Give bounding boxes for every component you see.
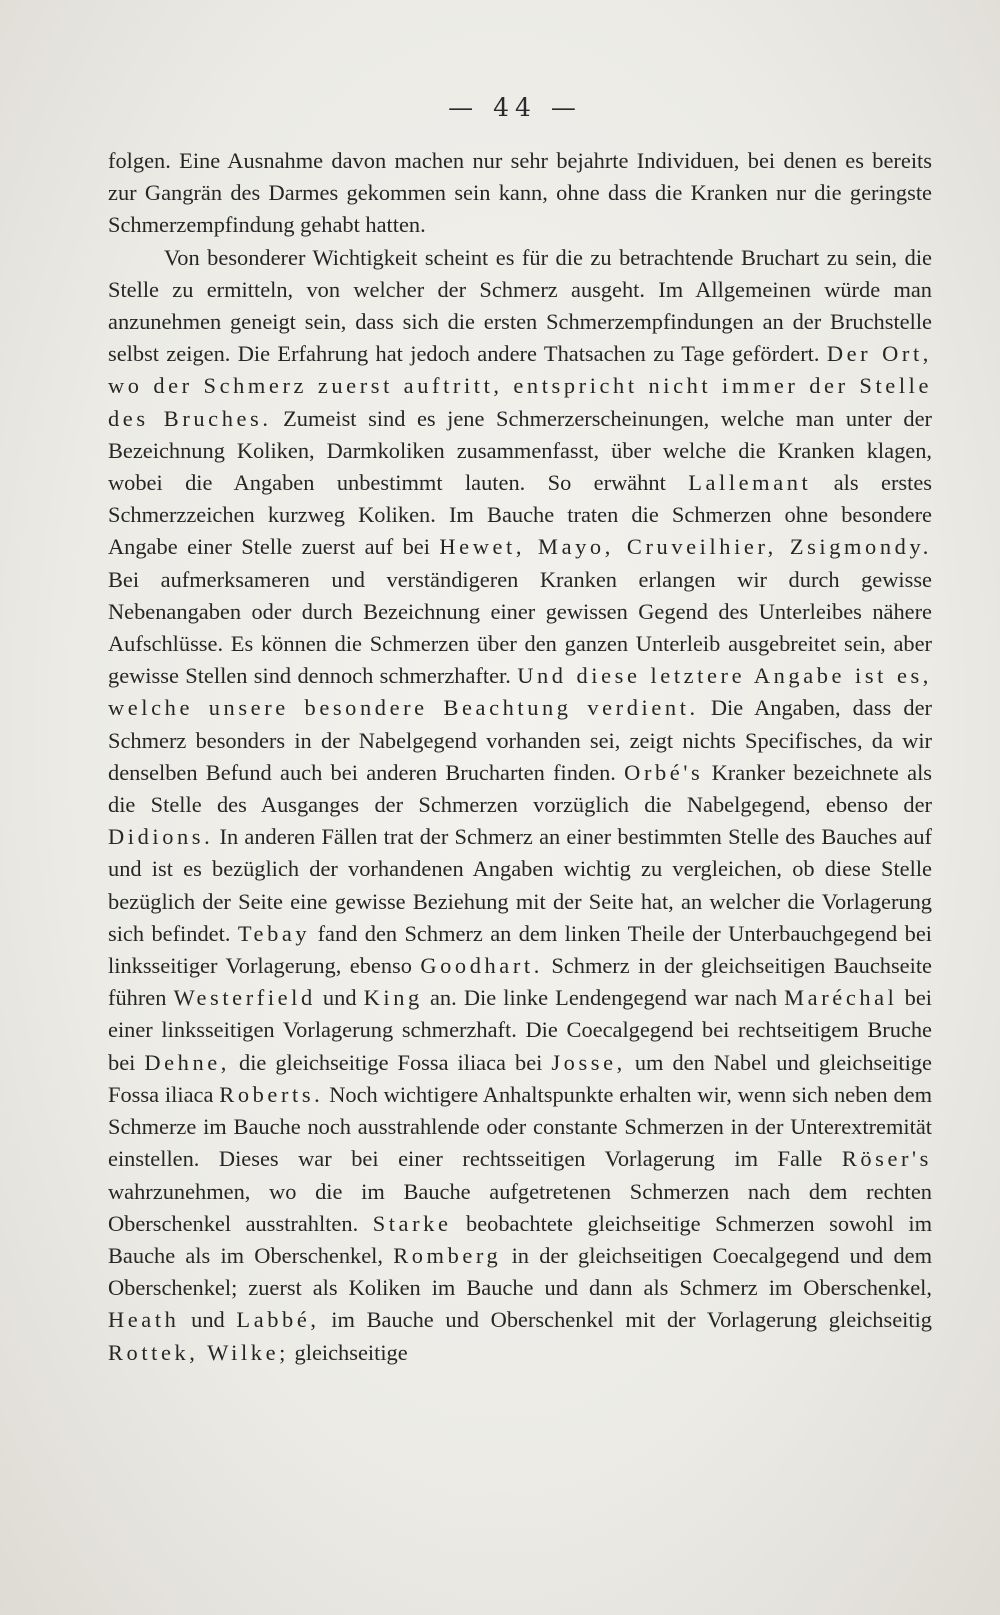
body-text (108, 145, 932, 1369)
text-run: und (315, 985, 364, 1011)
text-run: Noch wichtigere Anhaltspunkte erhalten wir, wenn sich neben dem Schmerze im Bauche noch ausstrahlende oder constante Schmerzen in der Unterextremität einstellen. Dieses war bei einer rechtsseitigen Vorlagerung im Falle (108, 1081, 933, 1172)
author-name: Didions. (108, 824, 214, 850)
author-name: Rottek, Wilke; (108, 1339, 289, 1365)
text-run: Kranker bezeichnete als die Stelle des Ausganges der Schmerzen vorzüglich die Nabelgegend, ebenso der (108, 759, 933, 818)
author-name: Goodhart. (420, 953, 543, 979)
author-name: Röser's (841, 1146, 932, 1172)
text-run: folgen. Eine Ausnahme davon machen nur sehr bejahrte Individuen, bei denen es bereits zur Gangrän des Darmes gekommen sein kann, ohne dass die Kranken nur die geringste Schmerzempfindung gehabt hatten. (108, 148, 932, 238)
author-name: Starke (372, 1210, 452, 1236)
text-run: Von besonderer Wichtigkeit scheint es für die zu betrachtende Bruchart zu sein, die Stelle zu ermitteln, von welcher der Schmerz ausgeht. Im Allgemeinen würde man anzunehmen geneigt sein, dass sich die ersten Schmerzempfindungen an der Bruchstelle selbst zeigen. Die Erfahrung hat jedoch andere Thatsachen zu Tage gefördert. (108, 244, 932, 367)
text-run: wahrzunehmen, wo die im Bauche aufgetretenen Schmerzen nach dem rechten Oberschenkel ausstrahlten. (108, 1178, 932, 1236)
text-run: Die Angaben, dass der Schmerz besonders in der Nabelgegend vorhanden sei, zeigt nichts Specifisches, da wir denselben Befund auch bei anderen Brucharten finden. (108, 695, 932, 785)
text-run: als erstes Schmerzzeichen kurzweg Koliken. Im Bauche traten die Schmerzen ohne besondere Angabe einer Stelle zuerst auf bei (108, 470, 932, 560)
author-name: Dehne, (144, 1049, 230, 1075)
author-name: Hewet, Mayo, Cruveilhier, Zsigmondy. (439, 534, 932, 560)
text-run: um den Nabel und gleichseitige Fossa iliaca (108, 1049, 932, 1107)
author-name: Romberg (393, 1242, 502, 1268)
author-name: Heath (108, 1307, 180, 1333)
author-name: Josse, (551, 1049, 626, 1075)
author-name: King (363, 985, 423, 1011)
text-run: Schmerz in der gleichseitigen Bauchseite führen (108, 953, 932, 1011)
author-name: Maréchal (784, 985, 898, 1011)
text-run: Bei aufmerksameren und verständigeren Kranken erlangen wir durch gewisse Nebenangaben oder durch Bezeichnung einer gewissen Gegend des Unterleibes nähere Aufschlüsse. Es können die Schmerzen über den ganzen Unterleib ausgebreitet sein, aber gewisse Stellen sind dennoch schmerzhafter. (108, 566, 932, 689)
text-run: gleichseitige (288, 1339, 408, 1365)
paragraph (108, 145, 932, 242)
author-name: Westerfield (173, 985, 316, 1011)
text-run: fand den Schmerz an dem linken Theile der Unterbauchgegend bei linksseitiger Vorlagerung, ebenso (108, 920, 932, 979)
text-run: In anderen Fällen trat der Schmerz an einer bestimmten Stelle des Bauches auf und ist es bezüglich der vorhandenen Angaben wichtig zu vergleichen, ob diese Stelle bezüglich der Seite eine gewisse Beziehung mit der Seite hat, an welcher die Vorlagerung sich befindet. (108, 824, 932, 946)
author-name: Labbé, (236, 1307, 320, 1333)
text-run: in der gleichseitigen Coecalgegend und dem Oberschenkel; zuerst als Koliken im Bauche und dann als Schmerz im Oberschenkel, (108, 1242, 932, 1301)
paragraph (108, 242, 932, 1369)
text-run: im Bauche und Oberschenkel mit der Vorlagerung gleichseitig (319, 1307, 932, 1333)
page-number: — 44 — (448, 93, 582, 122)
text-run: Zumeist sind es jene Schmerzerscheinungen, welche man unter der Bezeichnung Koliken, Darmkoliken zusammenfasst, über welche die Kranken klagen, wobei die Angaben unbestimmt lauten. So erwähnt (108, 405, 932, 496)
spaced-emphasis: Der Ort, wo der Schmerz zuerst auftritt, entspricht nicht immer der Stelle des Bruches. (108, 341, 933, 431)
spaced-emphasis: Und diese letztere Angabe ist es, welche unsere besondere Beachtung verdient. (108, 663, 932, 721)
author-name: Lallemant (688, 470, 812, 496)
text-run: beobachtete gleichseitige Schmerzen sowohl im Bauche als im Oberschenkel, (108, 1210, 932, 1268)
text-run: die gleichseitige Fossa iliaca bei (230, 1049, 552, 1075)
text-run: an. Die linke Lendengegend war nach (422, 985, 785, 1011)
author-name: Roberts. (219, 1081, 324, 1107)
text-run: bei einer linksseitigen Vorlagerung schmerzhaft. Die Coecalgegend bei rechtseitigem Bruche bei (108, 985, 932, 1075)
text-run: und (179, 1307, 237, 1333)
author-name: Orbé's (624, 759, 704, 785)
author-name: Tebay (237, 920, 311, 946)
